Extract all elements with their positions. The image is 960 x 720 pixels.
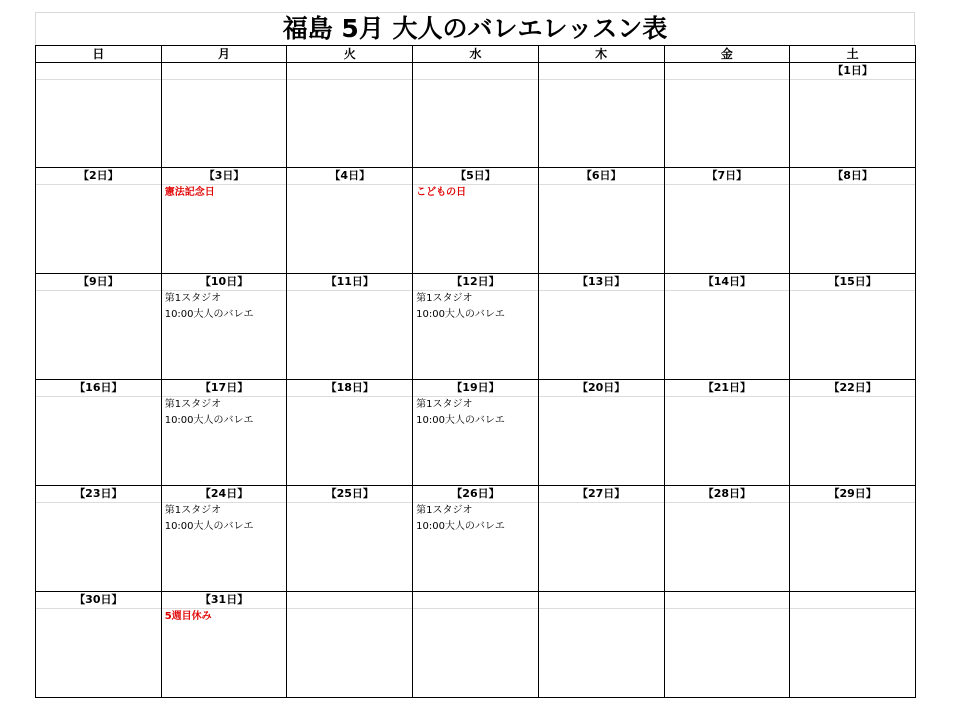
day-cell[interactable]: [790, 380, 916, 486]
day-date-label: 【25日】: [287, 486, 412, 503]
day-date-label: 【18日】: [287, 380, 412, 397]
day-cell[interactable]: [538, 380, 664, 486]
day-date-label: 【21日】: [665, 380, 790, 397]
day-cell[interactable]: [36, 486, 162, 592]
day-date-label: [36, 63, 161, 80]
day-cell[interactable]: [538, 63, 664, 168]
day-date-label: [287, 63, 412, 80]
day-cell[interactable]: [664, 168, 790, 274]
day-entries: [162, 397, 287, 429]
day-entries: [413, 503, 538, 535]
day-cell[interactable]: [161, 168, 287, 274]
day-cell[interactable]: [413, 380, 539, 486]
calendar-table: [35, 45, 916, 698]
weekday-wed: 水: [413, 46, 539, 63]
day-cell[interactable]: [538, 168, 664, 274]
day-cell[interactable]: [287, 380, 413, 486]
week-row: [36, 380, 916, 486]
day-date-label: [539, 63, 664, 80]
day-cell[interactable]: [790, 274, 916, 380]
day-cell[interactable]: [36, 592, 162, 698]
day-cell[interactable]: [790, 63, 916, 168]
day-entries: [413, 291, 538, 323]
day-cell[interactable]: [287, 274, 413, 380]
day-date-label: [413, 592, 538, 609]
day-cell[interactable]: [161, 274, 287, 380]
day-cell[interactable]: [664, 486, 790, 592]
lesson-entry: 第1スタジオ: [164, 399, 222, 410]
lesson-entry: 第1スタジオ: [416, 505, 473, 516]
day-date-label: 【6日】: [539, 168, 664, 185]
day-date-label: 【17日】: [162, 380, 287, 397]
day-date-label: 【5日】: [413, 168, 538, 185]
day-date-label: 【10日】: [162, 274, 287, 291]
lesson-entry: 第1スタジオ: [416, 399, 473, 410]
day-cell[interactable]: [161, 63, 287, 168]
weekday-sat: 土: [790, 46, 916, 63]
week-row: [36, 486, 916, 592]
day-entries: [413, 185, 538, 201]
day-cell[interactable]: [36, 380, 162, 486]
day-date-label: [287, 592, 412, 609]
day-cell[interactable]: [413, 274, 539, 380]
weekday-header-row: [36, 46, 916, 63]
day-cell[interactable]: [664, 592, 790, 698]
lesson-entry: 10:00大人のバレエ: [164, 309, 254, 320]
weekday-sun: 日: [36, 46, 162, 63]
day-cell[interactable]: [413, 63, 539, 168]
lesson-entry: 第1スタジオ: [416, 293, 473, 304]
day-cell[interactable]: [287, 63, 413, 168]
day-date-label: 【24日】: [162, 486, 287, 503]
day-cell[interactable]: [36, 274, 162, 380]
day-cell[interactable]: [161, 380, 287, 486]
lesson-entry: 10:00大人のバレエ: [164, 521, 254, 532]
week-row: [36, 63, 916, 168]
holiday-note: こどもの日: [416, 187, 467, 198]
day-date-label: 【9日】: [36, 274, 161, 291]
day-date-label: 【12日】: [413, 274, 538, 291]
calendar-body: [36, 63, 916, 698]
day-date-label: 【31日】: [162, 592, 287, 609]
day-date-label: 【2日】: [36, 168, 161, 185]
day-date-label: 【27日】: [539, 486, 664, 503]
week-row: [36, 168, 916, 274]
day-cell[interactable]: [538, 592, 664, 698]
day-date-label: 【22日】: [790, 380, 915, 397]
lesson-entry: 10:00大人のバレエ: [164, 415, 254, 426]
weekday-thu: 木: [538, 46, 664, 63]
day-entries: [162, 609, 287, 625]
day-cell[interactable]: [790, 168, 916, 274]
day-date-label: 【1日】: [790, 63, 915, 80]
lesson-entry: 10:00大人のバレエ: [416, 521, 505, 532]
lesson-schedule-sheet: [35, 12, 915, 698]
day-date-label: 【4日】: [287, 168, 412, 185]
lesson-entry: 第1スタジオ: [164, 293, 222, 304]
holiday-note: 5週目休み: [164, 611, 212, 622]
week-row: [36, 592, 916, 698]
day-cell[interactable]: [36, 168, 162, 274]
day-date-label: 【29日】: [790, 486, 915, 503]
day-cell[interactable]: [287, 486, 413, 592]
day-date-label: [665, 63, 790, 80]
day-entries: [162, 503, 287, 535]
day-date-label: 【13日】: [539, 274, 664, 291]
day-date-label: 【16日】: [36, 380, 161, 397]
day-date-label: [790, 592, 915, 609]
day-cell[interactable]: [413, 486, 539, 592]
day-cell[interactable]: [287, 168, 413, 274]
day-date-label: 【7日】: [665, 168, 790, 185]
page-title: 福島 5月 大人のバレエレッスン表: [35, 12, 915, 45]
day-cell[interactable]: [161, 592, 287, 698]
weekday-mon: 月: [161, 46, 287, 63]
day-date-label: 【3日】: [162, 168, 287, 185]
day-date-label: [162, 63, 287, 80]
day-cell[interactable]: [664, 274, 790, 380]
day-date-label: 【26日】: [413, 486, 538, 503]
day-date-label: 【19日】: [413, 380, 538, 397]
day-date-label: 【23日】: [36, 486, 161, 503]
day-entries: [413, 397, 538, 429]
day-date-label: 【15日】: [790, 274, 915, 291]
holiday-note: 憲法記念日: [164, 187, 215, 198]
day-cell[interactable]: [538, 274, 664, 380]
day-date-label: [665, 592, 790, 609]
day-cell[interactable]: [161, 486, 287, 592]
day-date-label: 【14日】: [665, 274, 790, 291]
day-entries: [162, 291, 287, 323]
day-date-label: 【8日】: [790, 168, 915, 185]
day-date-label: 【11日】: [287, 274, 412, 291]
day-date-label: [539, 592, 664, 609]
day-cell[interactable]: [664, 380, 790, 486]
day-cell[interactable]: [413, 592, 539, 698]
weekday-tue: 火: [287, 46, 413, 63]
lesson-entry: 10:00大人のバレエ: [416, 415, 505, 426]
day-date-label: [413, 63, 538, 80]
lesson-entry: 第1スタジオ: [164, 505, 222, 516]
day-cell[interactable]: [538, 486, 664, 592]
day-cell[interactable]: [413, 168, 539, 274]
weekday-fri: 金: [664, 46, 790, 63]
day-cell[interactable]: [790, 486, 916, 592]
lesson-entry: 10:00大人のバレエ: [416, 309, 505, 320]
day-cell[interactable]: [287, 592, 413, 698]
day-cell[interactable]: [36, 63, 162, 168]
week-row: [36, 274, 916, 380]
day-entries: [162, 185, 287, 201]
day-date-label: 【28日】: [665, 486, 790, 503]
day-date-label: 【30日】: [36, 592, 161, 609]
day-cell[interactable]: [790, 592, 916, 698]
day-date-label: 【20日】: [539, 380, 664, 397]
day-cell[interactable]: [664, 63, 790, 168]
